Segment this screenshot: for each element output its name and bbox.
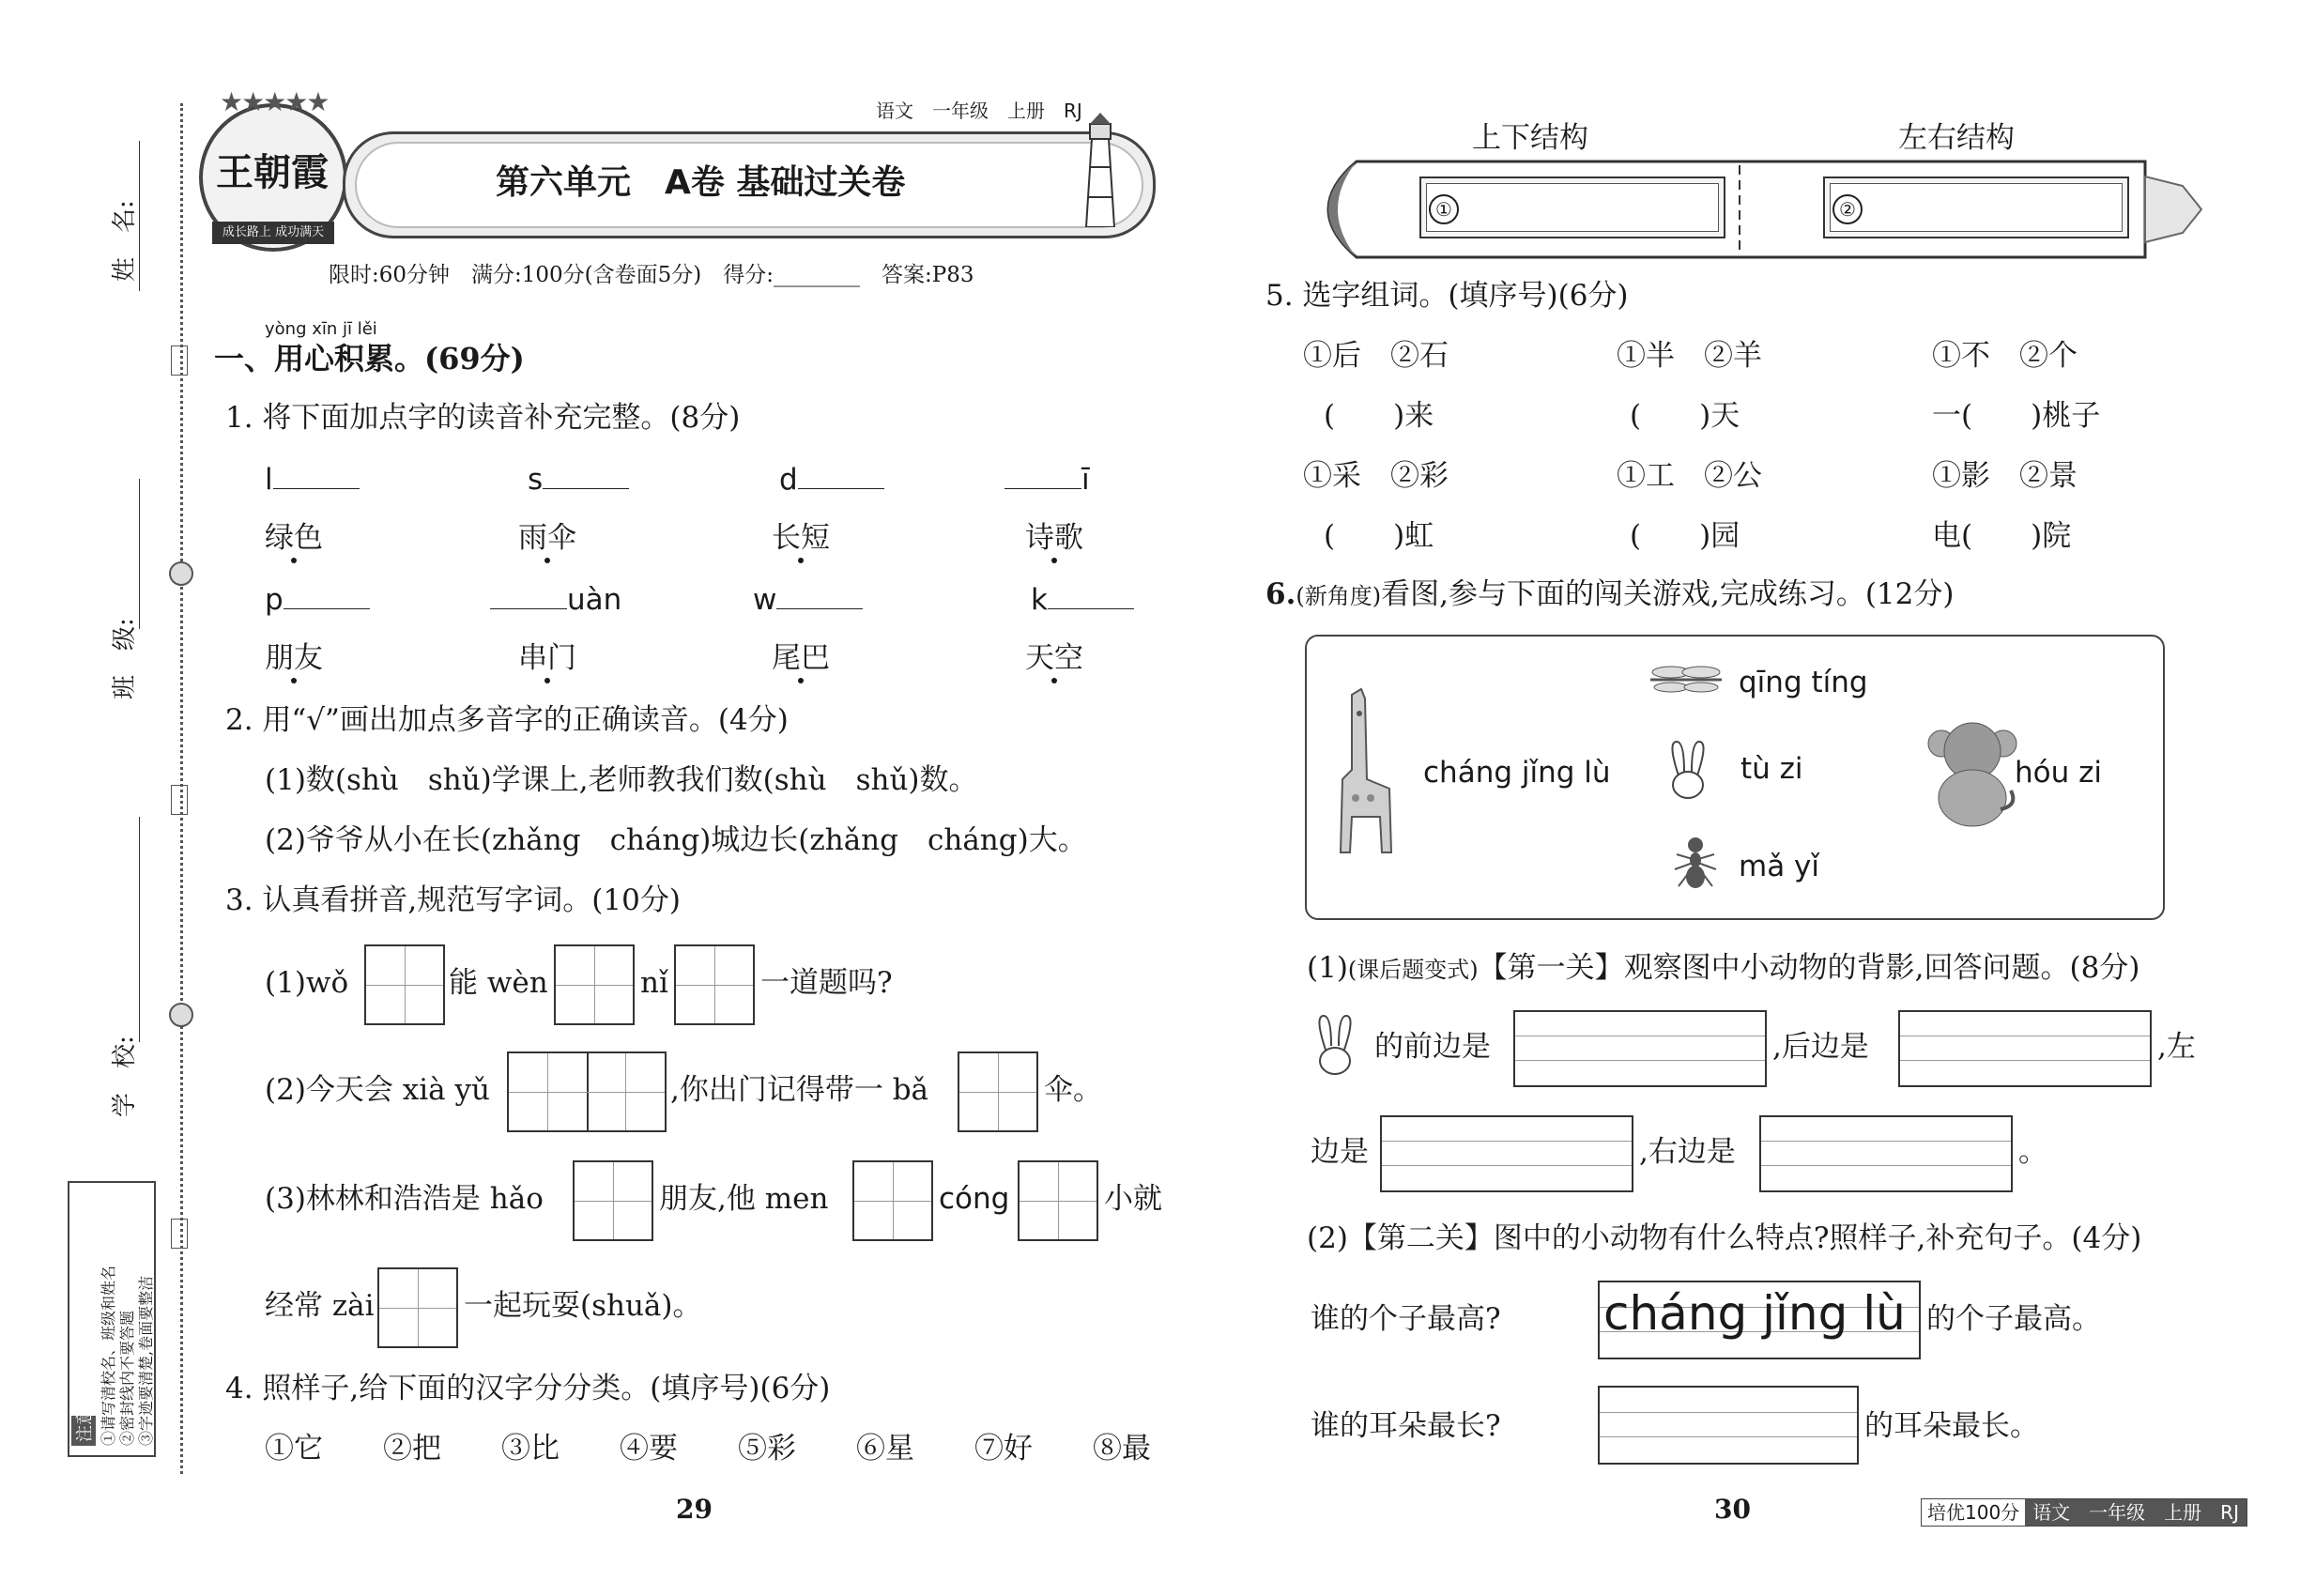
pinyin-answer-box[interactable] <box>1898 1010 2152 1087</box>
q3-l4-a: 经常 zài <box>265 1289 375 1323</box>
q1-word: 朋友 <box>265 641 323 675</box>
page-title: 第六单元 A卷 基础过关卷 <box>496 163 906 202</box>
q3-l4-b: 一起玩耍(shuǎ)。 <box>464 1289 702 1323</box>
binding-mark <box>171 785 188 815</box>
q6-stem <box>1265 577 1955 611</box>
side-label-class: 班 级: <box>111 618 139 699</box>
q5-stem: 5. 选字组词。(填序号)(6分) <box>1265 279 1629 313</box>
q2-line1: (1)数(shù shǔ)学课上,老师教我们数(shù shǔ)数。 <box>265 763 978 797</box>
q4-item: ①它 <box>265 1432 323 1466</box>
q3-l2-a: (2)今天会 xià yǔ <box>265 1073 490 1107</box>
footer-badge: 培优100分 <box>1927 1501 2020 1524</box>
logo-tagline-1: 成长路上 <box>222 225 271 239</box>
q1-row1-d: ī <box>1004 466 1090 495</box>
q4-item: ⑤彩 <box>738 1432 796 1466</box>
pinyin-answer-box[interactable] <box>1598 1386 1859 1465</box>
q5-options: ①不 ②个 <box>1932 339 2078 373</box>
animal-label: hóu zi <box>2015 756 2102 790</box>
binding-hole <box>169 1003 193 1027</box>
pinyin-answer-box[interactable] <box>1513 1010 1767 1087</box>
pinyin-answer-box[interactable] <box>1759 1115 2013 1192</box>
structure-label: 左右结构 <box>1898 121 2015 155</box>
q6-num: 6. <box>1265 577 1296 611</box>
logo-name: 王朝霞 <box>216 150 329 194</box>
school-line <box>139 817 140 1042</box>
ear-tail: 的耳朵最长。 <box>1864 1409 2039 1443</box>
q3-l3-d: 小就 <box>1104 1182 1162 1216</box>
notice-label: 注意事项 <box>71 1416 96 1446</box>
q4-item: ⑧最 <box>1093 1432 1151 1466</box>
q6-line2-c: 。 <box>2018 1135 2047 1169</box>
q6-line1-a: 的前边是 <box>1374 1030 1491 1064</box>
notice-item: ②密封线内不要答题 <box>118 1310 136 1446</box>
logo <box>199 86 347 252</box>
dragonfly-icon <box>1645 663 1727 704</box>
writing-grid[interactable] <box>377 1267 458 1348</box>
writing-grid[interactable] <box>1018 1160 1098 1241</box>
q3-l1-d: 一道题吗? <box>760 966 893 1000</box>
name-line <box>139 141 140 291</box>
animal-label: cháng jǐng lù <box>1423 756 1611 790</box>
q6-sub1: (1)(课后题变式)【第一关】观察图中小动物的背影,回答问题。(8分) <box>1307 951 2140 985</box>
footer-meta: 语文 一年级 上册 RJ <box>2025 1499 2246 1526</box>
writing-grid-double[interactable] <box>507 1051 667 1132</box>
structure-slot-num: ① <box>1429 193 1459 224</box>
q1-word: 长短 <box>772 521 830 555</box>
page-number-right: 30 <box>1714 1494 1751 1525</box>
giraffe-icon <box>1324 685 1399 858</box>
q3-l1-c: nǐ <box>640 966 668 1000</box>
q5-blank[interactable]: 电( )院 <box>1932 519 2072 553</box>
class-line <box>139 479 140 629</box>
side-label-school: 学 校: <box>111 1036 139 1117</box>
q5-blank[interactable]: 一( )桃子 <box>1932 399 2101 433</box>
writing-grid[interactable] <box>674 944 755 1025</box>
rabbit-back-icon <box>1309 1012 1361 1082</box>
q6-line2-b: ,右边是 <box>1639 1135 1736 1169</box>
monkey-icon <box>1921 715 2024 832</box>
q6-tag: (新角度) <box>1296 583 1382 609</box>
section-one-title: 一、用心积累。(69分) <box>214 341 525 376</box>
notice-item: ③字迹要清楚,卷面要整洁 <box>137 1275 155 1446</box>
writing-grid[interactable] <box>958 1051 1038 1132</box>
q2-stem: 2. 用“√”画出加点多音字的正确读音。(4分) <box>225 703 789 737</box>
logo-tagline-2: 成功满天 <box>275 225 325 239</box>
q1-stem: 1. 将下面加点字的读音补充完整。(8分) <box>225 401 741 435</box>
notice-item: ①请写清校名、班级和姓名 <box>100 1265 117 1446</box>
q4-item: ②把 <box>383 1432 441 1466</box>
q3-l3-a: (3)林林和浩浩是 hǎo <box>265 1182 544 1216</box>
q1-word: 串门 <box>518 641 576 675</box>
q3-stem: 3. 认真看拼音,规范写字词。(10分) <box>225 883 681 917</box>
structure-slot[interactable] <box>1419 176 1725 238</box>
example-answer: cháng jǐng lù <box>1603 1286 1906 1341</box>
q1-word: 雨伞 <box>518 521 576 555</box>
q5-options: ①影 ②景 <box>1932 459 2078 493</box>
footer-tag <box>1921 1498 2247 1527</box>
q1-word: 诗歌 <box>1025 521 1083 555</box>
section-one-pinyin: yòng xīn jī lěi <box>265 319 377 339</box>
q6-line2-a: 边是 <box>1311 1135 1369 1169</box>
q6-text: 看图,参与下面的闯关游戏,完成练习。(12分) <box>1381 577 1955 611</box>
slot-inner <box>1426 183 1719 232</box>
q4-item: ④要 <box>620 1432 678 1466</box>
writing-grid[interactable] <box>573 1160 653 1241</box>
q1-row1-b: s <box>528 466 629 495</box>
structure-slot-num: ② <box>1832 193 1863 224</box>
logo-ribbon <box>212 222 334 244</box>
q6-line1-c: ,左 <box>2157 1030 2196 1064</box>
q2-line2: (2)爷爷从小在长(zhǎng cháng)城边长(zhǎng cháng)大。 <box>265 823 1087 857</box>
header-meta: 语文 一年级 上册 RJ <box>876 100 1082 122</box>
q1-word: 天空 <box>1025 641 1083 675</box>
q5-options: ①半 ②羊 <box>1617 339 1762 373</box>
writing-grid[interactable] <box>852 1160 933 1241</box>
q4-item: ⑦好 <box>974 1432 1033 1466</box>
title-banner <box>343 131 1156 238</box>
q1-row1-a: l <box>265 466 360 495</box>
animal-label: mǎ yǐ <box>1739 850 1820 883</box>
q6-sub2: (2)【第二关】图中的小动物有什么特点?照样子,补充句子。(4分) <box>1307 1221 2142 1255</box>
q3-l1-a: (1)wǒ <box>265 966 349 1000</box>
q1-word: 尾巴 <box>772 641 830 675</box>
rabbit-icon <box>1662 738 1714 806</box>
q1-row2-a: p <box>265 586 370 615</box>
animal-label: qīng tíng <box>1739 666 1868 699</box>
q3-l3-c: cóng <box>939 1182 1010 1216</box>
q5-options: ①工 ②公 <box>1617 459 1762 493</box>
writing-grid[interactable] <box>554 944 635 1025</box>
pinyin-answer-box[interactable] <box>1380 1115 1633 1192</box>
binding-mark <box>171 1219 188 1249</box>
q5-blank[interactable]: ( )园 <box>1630 519 1740 553</box>
q1-row2-c: w <box>753 586 863 615</box>
q6-line1-b: ,后边是 <box>1772 1030 1869 1064</box>
ear-question: 谁的耳朵最长? <box>1311 1409 1501 1443</box>
binding-hole <box>169 561 193 586</box>
binding-mark <box>171 345 188 376</box>
slot-inner <box>1830 183 2123 232</box>
example-tail: 的个子最高。 <box>1926 1302 2101 1336</box>
q1-word: 绿色 <box>265 521 323 555</box>
q4-item: ⑥星 <box>856 1432 914 1466</box>
structure-label: 上下结构 <box>1472 121 1588 155</box>
lighthouse-icon <box>1082 111 1118 227</box>
q5-blank[interactable]: ( )来 <box>1324 399 1434 433</box>
q3-l2-b: ,你出门记得带一 bǎ <box>670 1073 929 1107</box>
structure-slot[interactable] <box>1823 176 2129 238</box>
q1-row2-d: k <box>1031 586 1134 615</box>
animal-label: tù zi <box>1740 752 1803 786</box>
side-label-name: 姓 名: <box>111 200 139 282</box>
q3-l2-c: 伞。 <box>1044 1073 1102 1107</box>
q5-options: ①后 ②石 <box>1303 339 1449 373</box>
q1-row1-c: d <box>779 466 884 495</box>
page-number-left: 29 <box>676 1494 713 1525</box>
logo-stars: ★★★★★ <box>220 86 329 117</box>
q5-options: ①采 ②彩 <box>1303 459 1449 493</box>
example-question: 谁的个子最高? <box>1311 1302 1501 1336</box>
writing-grid[interactable] <box>364 944 445 1025</box>
q5-blank[interactable]: ( )天 <box>1630 399 1740 433</box>
q1-row2-b: uàn <box>490 586 621 615</box>
q3-l3-b: 朋友,他 men <box>659 1182 829 1216</box>
info-line: 限时:60分钟 满分:100分(含卷面5分) 得分:________ 答案:P83 <box>329 263 974 287</box>
ant-icon <box>1667 832 1724 894</box>
notice-box <box>68 1181 156 1457</box>
q4-item: ③比 <box>501 1432 560 1466</box>
q3-l1-b: 能 wèn <box>449 966 548 1000</box>
q4-stem: 4. 照样子,给下面的汉字分分类。(填序号)(6分) <box>225 1372 831 1405</box>
q5-blank[interactable]: ( )虹 <box>1324 519 1434 553</box>
